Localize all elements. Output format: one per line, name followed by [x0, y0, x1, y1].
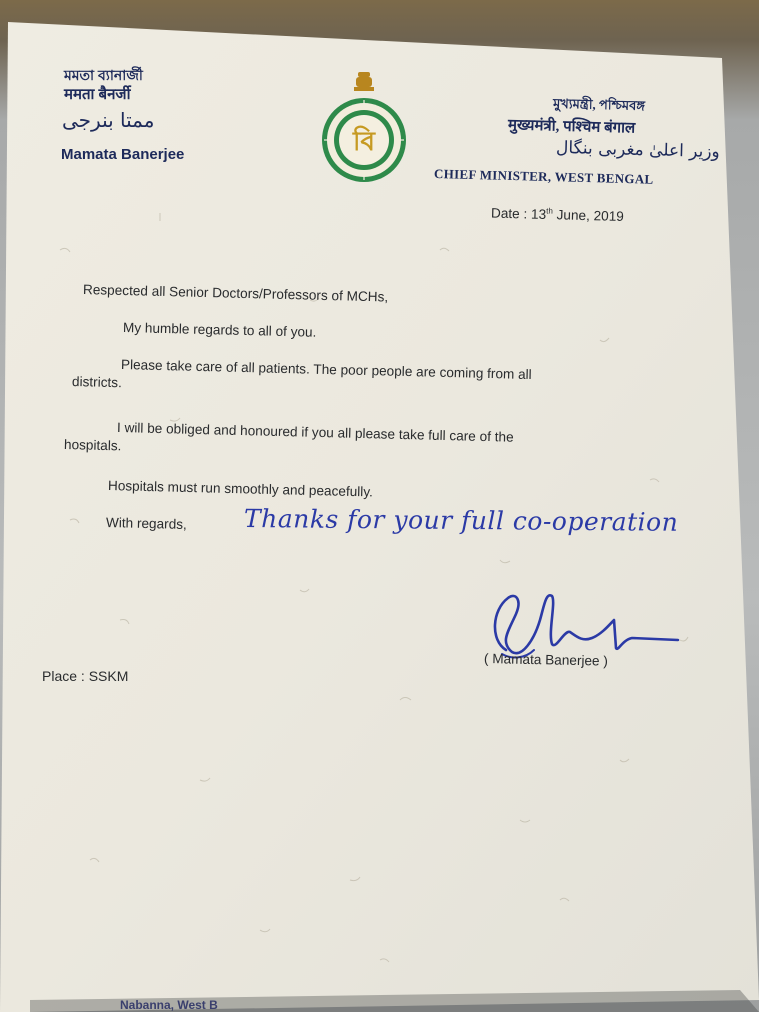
date-prefix: Date : 13: [490, 205, 547, 222]
signatory-name: ( Mamata Banerjee ): [483, 651, 609, 669]
paragraph-3-line-1: I will be obliged and honoured if you all please take full care of the: [116, 420, 514, 445]
emblem-seal-icon: [314, 68, 414, 188]
salutation: Respected all Senior Doctors/Professors of MCHs,: [82, 282, 389, 305]
paragraph-2-line-2: districts.: [71, 374, 123, 391]
place: Place : SSKM: [42, 668, 129, 684]
svg-text:বি: বি: [353, 127, 375, 157]
title-english: CHIEF MINISTER, WEST BENGAL: [433, 166, 654, 187]
paragraph-4: Hospitals must run smoothly and peacefully.: [107, 478, 374, 500]
name-hindi: ममता बैनर्जी: [64, 86, 131, 103]
closing: With regards,: [105, 515, 188, 532]
title-urdu: وزیر اعلیٰ مغربی بنگال: [555, 137, 721, 163]
ashoka-emblem-icon: [354, 72, 374, 91]
footer-address-partial: Nabanna, West B: [120, 998, 218, 1012]
name-english: Mamata Banerjee: [61, 146, 185, 163]
name-bengali: মমতা ব্যানার্জী: [64, 67, 143, 83]
title-hindi: मुख्यमंत्री, पश्चिम बंगाल: [507, 117, 636, 137]
name-urdu: ممتا بنرجی: [62, 108, 155, 132]
date-suffix: June, 2019: [552, 207, 625, 225]
paragraph-3-line-2: hospitals.: [63, 437, 122, 454]
title-bengali: মুখ্যমন্ত্রী, পশ্চিমবঙ্গ: [552, 95, 646, 114]
handwritten-note: Thanks for your full co-operation: [243, 504, 679, 537]
paragraph-1: My humble regards to all of you.: [122, 320, 317, 340]
paragraph-2-line-1: Please take care of all patients. The poor people are coming from all: [120, 357, 532, 383]
date-suffix-sup: th: [546, 206, 554, 216]
